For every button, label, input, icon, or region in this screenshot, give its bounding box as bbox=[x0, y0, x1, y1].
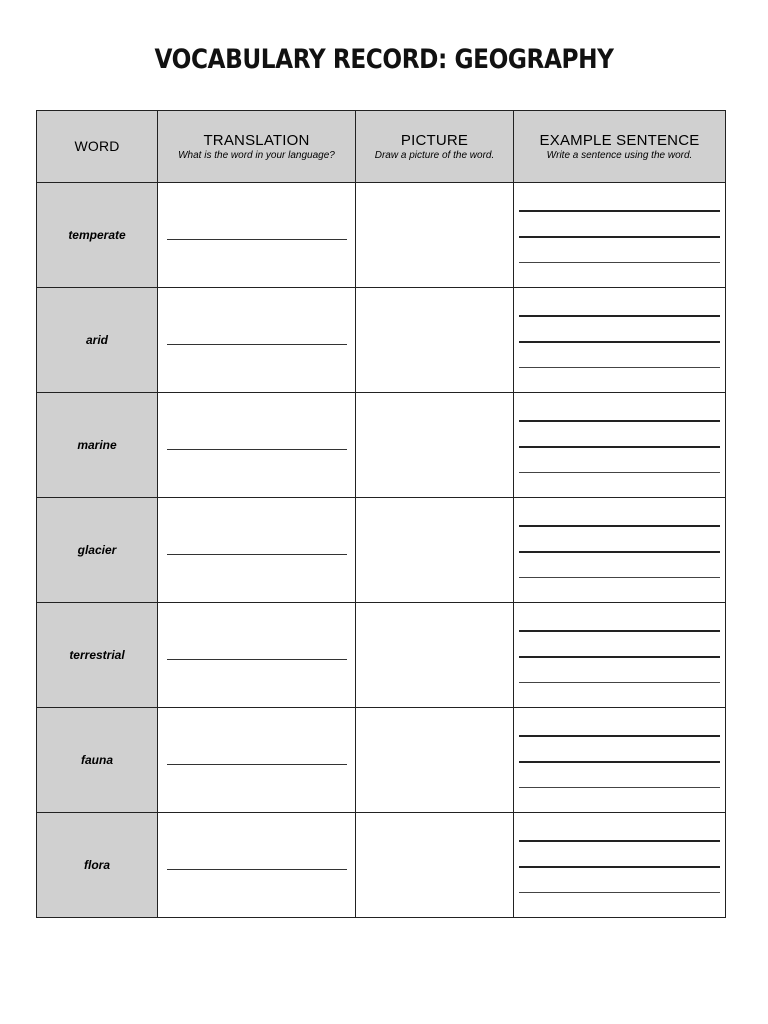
writing-line bbox=[519, 577, 720, 578]
header-translation bbox=[158, 111, 356, 183]
table-row bbox=[37, 183, 726, 288]
header-example-hint: Write a sentence using the word. bbox=[546, 149, 693, 161]
picture-box[interactable] bbox=[356, 393, 514, 498]
example-sentence-field[interactable] bbox=[514, 498, 726, 603]
writing-line bbox=[519, 236, 720, 238]
writing-line bbox=[519, 735, 720, 737]
example-sentence-field[interactable] bbox=[514, 708, 726, 813]
table-row bbox=[37, 393, 726, 498]
vocab-word: marine bbox=[37, 393, 158, 498]
writing-line bbox=[519, 551, 720, 553]
writing-line bbox=[519, 420, 720, 422]
translation-line bbox=[167, 868, 347, 870]
writing-line bbox=[519, 262, 720, 263]
writing-line bbox=[519, 656, 720, 658]
table-row bbox=[37, 708, 726, 813]
example-sentence-field[interactable] bbox=[514, 183, 726, 288]
vocab-word: arid bbox=[37, 288, 158, 393]
example-sentence-field[interactable] bbox=[514, 603, 726, 708]
writing-line bbox=[519, 866, 720, 868]
page-title: VOCABULARY RECORD: GEOGRAPHY bbox=[154, 44, 614, 75]
table-row bbox=[37, 498, 726, 603]
vocab-word: temperate bbox=[37, 183, 158, 288]
writing-line bbox=[519, 682, 720, 683]
translation-line bbox=[167, 238, 347, 240]
header-word bbox=[37, 111, 158, 183]
picture-box[interactable] bbox=[356, 498, 514, 603]
translation-field[interactable] bbox=[158, 393, 356, 498]
picture-box[interactable] bbox=[356, 708, 514, 813]
vocab-word: terrestrial bbox=[37, 603, 158, 708]
translation-field[interactable] bbox=[158, 498, 356, 603]
header-row bbox=[37, 111, 726, 183]
writing-line bbox=[519, 446, 720, 448]
translation-line bbox=[167, 448, 347, 450]
translation-line bbox=[167, 553, 347, 555]
header-picture-hint: Draw a picture of the word. bbox=[374, 149, 495, 161]
example-sentence-field[interactable] bbox=[514, 813, 726, 918]
writing-line bbox=[519, 761, 720, 763]
header-example bbox=[514, 111, 726, 183]
translation-line bbox=[167, 763, 347, 765]
example-sentence-field[interactable] bbox=[514, 288, 726, 393]
picture-box[interactable] bbox=[356, 603, 514, 708]
writing-line bbox=[519, 892, 720, 893]
picture-box[interactable] bbox=[356, 288, 514, 393]
example-sentence-field[interactable] bbox=[514, 393, 726, 498]
header-translation-label: TRANSLATION bbox=[203, 131, 310, 149]
header-example-label: EXAMPLE SENTENCE bbox=[539, 131, 700, 149]
translation-line bbox=[167, 343, 347, 345]
translation-field[interactable] bbox=[158, 708, 356, 813]
vocabulary-table bbox=[36, 110, 726, 918]
header-picture bbox=[356, 111, 514, 183]
picture-box[interactable] bbox=[356, 813, 514, 918]
writing-line bbox=[519, 341, 720, 343]
picture-box[interactable] bbox=[356, 183, 514, 288]
vocab-word: flora bbox=[37, 813, 158, 918]
translation-field[interactable] bbox=[158, 603, 356, 708]
writing-line bbox=[519, 787, 720, 788]
header-word-label: WORD bbox=[74, 138, 120, 154]
header-translation-hint: What is the word in your language? bbox=[178, 149, 335, 161]
table-row bbox=[37, 813, 726, 918]
table-row bbox=[37, 603, 726, 708]
translation-line bbox=[167, 658, 347, 660]
writing-line bbox=[519, 630, 720, 632]
writing-line bbox=[519, 472, 720, 473]
vocab-word: fauna bbox=[37, 708, 158, 813]
header-picture-label: PICTURE bbox=[400, 131, 469, 149]
table-row bbox=[37, 288, 726, 393]
writing-line bbox=[519, 315, 720, 317]
writing-line bbox=[519, 840, 720, 842]
writing-line bbox=[519, 525, 720, 527]
writing-line bbox=[519, 367, 720, 368]
translation-field[interactable] bbox=[158, 183, 356, 288]
translation-field[interactable] bbox=[158, 288, 356, 393]
writing-line bbox=[519, 210, 720, 212]
vocab-word: glacier bbox=[37, 498, 158, 603]
translation-field[interactable] bbox=[158, 813, 356, 918]
